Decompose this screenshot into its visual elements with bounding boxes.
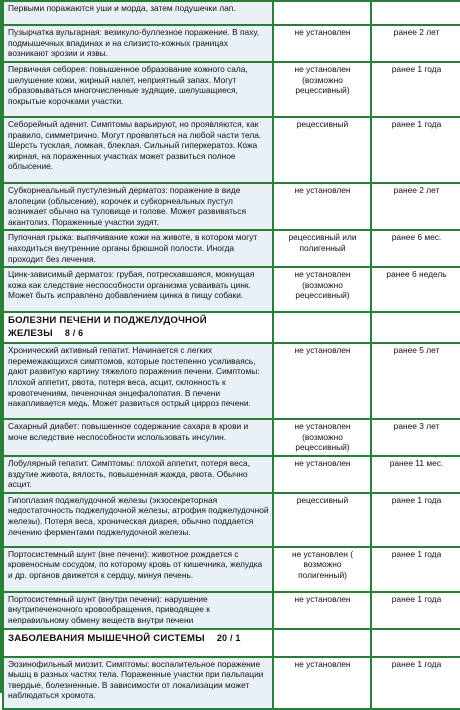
inheritance-type: не установлен <box>273 343 371 419</box>
inheritance-type: не установлен ( возможно полигенный) <box>273 547 371 592</box>
table-row <box>3 419 460 456</box>
onset-age: ранее 1 года <box>371 493 460 547</box>
inheritance-type: рецессивный или полигенный <box>273 230 371 267</box>
section-blank-cell <box>371 312 460 343</box>
table-row <box>3 657 460 709</box>
disease-description: Лобулярный гепатит. Симптомы: плохой аппетит, потеря веса, вздутие живота, вялость, повышенная жажда, рвота. Обычно асцит. <box>3 456 273 493</box>
inheritance-type: не установлен (возможно рецессивный) <box>273 62 371 117</box>
inheritance-type: не установлен <box>273 592 371 629</box>
onset-age: ранее 1 года <box>371 592 460 629</box>
inheritance-type: не установлен <box>273 25 371 62</box>
section-header <box>3 312 460 343</box>
section-blank-cell <box>371 629 460 657</box>
section-title: БОЛЕЗНИ ПЕЧЕНИ И ПОДЖЕЛУДОЧНОЙ ЖЕЛЕЗЫ <box>8 315 207 340</box>
inheritance-type: не установлен <box>273 183 371 230</box>
inheritance-type <box>273 1 371 25</box>
section-blank-cell <box>273 629 371 657</box>
disease-description: Первичная себорея: повышенное образование кожного сала, шелушение кожи, жирный налет, неприятный запах. Могут образовываться многочисленные зудящие, шелушащиеся, покрытые корочками участки. <box>3 62 273 117</box>
onset-age: ранее 5 лет <box>371 343 460 419</box>
inheritance-type: не установлен <box>273 456 371 493</box>
onset-age: ранее 1 года <box>371 117 460 183</box>
inheritance-type: не установлен (возможно рецессивный) <box>273 267 371 312</box>
section-title-cell <box>3 629 273 657</box>
inheritance-type: рецессивный <box>273 117 371 183</box>
inheritance-type: не установлен <box>273 657 371 709</box>
table-row <box>3 1 460 25</box>
disease-description: Цинк-зависимый дерматоз: грубая, потрескавшаяся, мокнущая кожа как следствие неспособности организма усваивать цинк. Может быть исправлено добавлением цинка в пищу собаки. <box>3 267 273 312</box>
table-row <box>3 25 460 62</box>
section-count: 20 / 1 <box>216 632 241 643</box>
onset-age <box>371 1 460 25</box>
onset-age: ранее 2 лет <box>371 25 460 62</box>
table-row <box>3 230 460 267</box>
section-title: ЗАБОЛЕВАНИЯ МЫШЕЧНОЙ СИСТЕМЫ <box>8 632 205 644</box>
onset-age: ранее 11 мес. <box>371 456 460 493</box>
onset-age: ранее 3 лет <box>371 419 460 456</box>
table-row <box>3 592 460 629</box>
table-row <box>3 343 460 419</box>
section-title-cell <box>3 312 273 343</box>
onset-age: ранее 6 недель <box>371 267 460 312</box>
section-count: 8 / 6 <box>64 328 84 339</box>
onset-age: ранее 1 года <box>371 62 460 117</box>
table-row <box>3 493 460 547</box>
disease-description: Портосистемный шунт (вне печени): животное рождается с кровеносным сосудом, по которому кровь от кишечника, желудка и др. органов движется к сердцу, минуя печень. <box>3 547 273 592</box>
disease-description: Субкорнеальный пустулезный дерматоз: поражение в виде алопеции (облысение), корочек и субкорнеальных пустул возникает обычно на туловище и голове. Может развиваться акантолиз. Пораженные участки зудят. <box>3 183 273 230</box>
onset-age: ранее 6 мес. <box>371 230 460 267</box>
disease-description: Сахарный диабет: повышенное содержание сахара в крови и моче вследствие неспособности использовать инсулин. <box>3 419 273 456</box>
disease-description: Первыми поражаются уши и морда, затем подушечки лап. <box>3 1 273 25</box>
inheritance-type: не установлен (возможно рецессивный) <box>273 419 371 456</box>
table-row <box>3 117 460 183</box>
disease-description: Гипоплазия поджелудочной железы (экзосекреторная недостаточность поджелудочной железы, атрофия поджелудочной железы). Потеря веса, хроническая диарея, обычно поддается лечению ферментами поджелудочной железы. <box>3 493 273 547</box>
table-row <box>3 547 460 592</box>
disease-description: Пупочная грыжа: выпячивание кожи на животе, в котором могут находиться внутренние органы брюшной полости. Иногда проходит без лечения. <box>3 230 273 267</box>
disease-description: Портосистемный шунт (внутри печени): нарушение внутрипеченочного кровообращения, приводящее к неправильному обмену веществ внутри печени <box>3 592 273 629</box>
disease-table-body <box>3 1 460 709</box>
section-blank-cell <box>273 312 371 343</box>
disease-description: Себорейный аденит. Симптомы варьируют, но проявляются, как правило, симметрично. Могут проявляться на любой части тела. Шерсть тусклая, ломкая, блеклая. Сильный гиперкератоз. Кожа жирная, на пораженных участках может развиться полное облысение. <box>3 117 273 183</box>
onset-age: ранее 2 лет <box>371 183 460 230</box>
onset-age: ранее 1 года <box>371 547 460 592</box>
table-row <box>3 456 460 493</box>
disease-table <box>2 0 460 710</box>
table-row <box>3 62 460 117</box>
inheritance-type: рецессивный <box>273 493 371 547</box>
onset-age: ранее 1 года <box>371 657 460 709</box>
disease-description: Эозинофильный миозит. Симптомы: воспалительное поражение мышц в разных частях тела. Пораженные участки при пальпации твердые, болезненные. В зависимости от локализации может наблюдаться хромота. <box>3 657 273 709</box>
disease-description: Пузырчатка вульгарная: везикуло-буллезное поражение. В паху, подмышечных впадинах и на слизисто-кожных границах возникают эрозии и язвы. <box>3 25 273 62</box>
table-row <box>3 267 460 312</box>
table-row <box>3 183 460 230</box>
section-header <box>3 629 460 657</box>
disease-description: Хронический активный гепатит. Начинается с легких перемежающихся симптомов, которые постепенно усиливаясь, дают развитую картину тяжелого поражения печени. Симптомы: плохой аппетит, рвота, потеря веса, асцит, склонность к кровотечениям, печеночная энцефалопатия. В печени накапливается медь. Может развиться острый цирроз печени. <box>3 343 273 419</box>
